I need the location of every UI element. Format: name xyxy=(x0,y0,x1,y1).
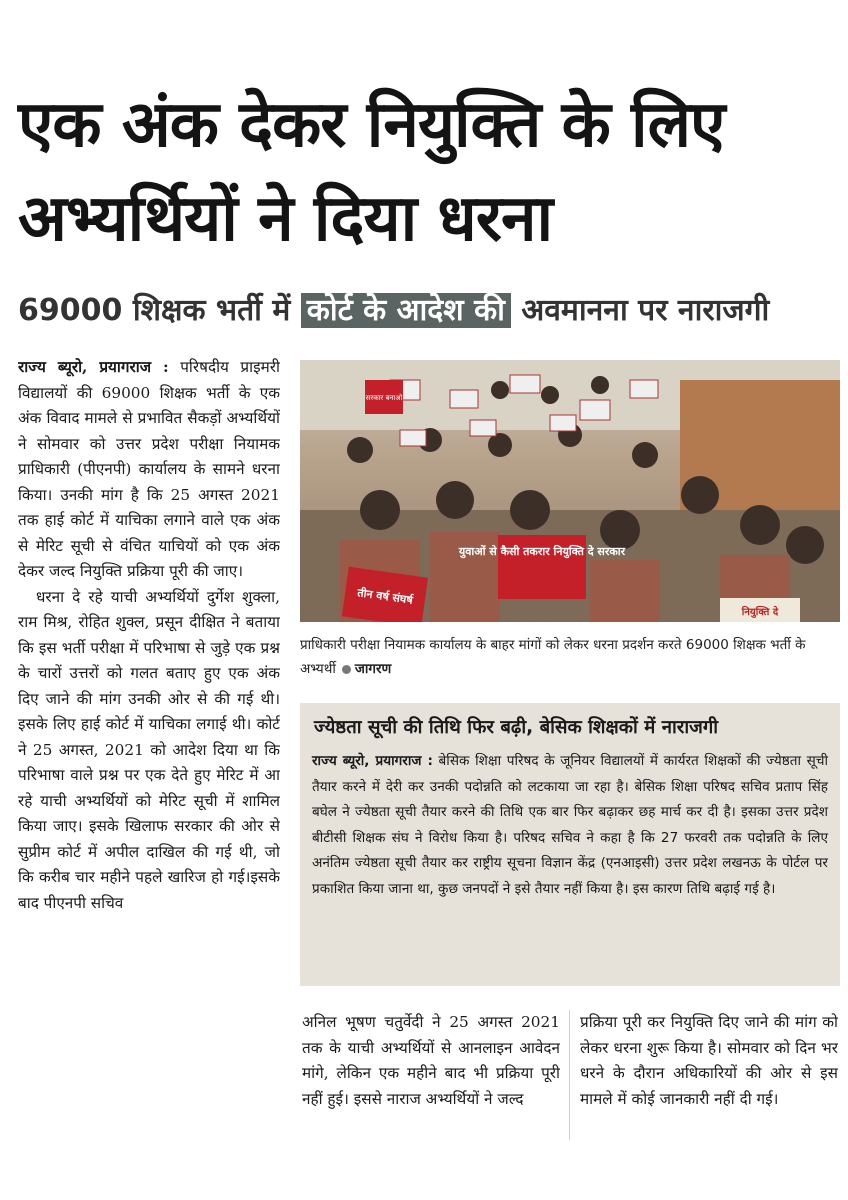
main-story-column xyxy=(18,355,280,1155)
photo-caption-text: प्राधिकारी परीक्षा नियामक कार्यालय के बाहर मांगों को लेकर धरना प्रदर्शन करते 69000 शिक्षक भर्ती के अभ्यर्थी xyxy=(300,637,806,677)
main-story-para1-text: परिषदीय प्राइमरी विद्यालयों की 69000 शिक्षक भर्ती के एक अंक विवाद मामले से प्रभावित सैकड़ों अभ्यर्थियों ने सोमवार को उत्तर प्रदेश परीक्षा नियामक प्राधिकारी (पीएनपी) कार्यालय के सामने धरना किया। उनकी मांग है कि 25 अगस्त 2021 तक हाई कोर्ट में याचिका लगाने वाले एक अंक से मेरिट सूची से वंचित याचियों को एक अंक देकर जल्द नियुक्ति प्रक्रिया पूरी की जाए। xyxy=(18,358,280,580)
subhead-text-after: अवमानना पर नाराजगी xyxy=(510,293,770,328)
bullet-dot-icon xyxy=(342,665,351,674)
side-story-box xyxy=(300,703,840,986)
headline: एक अंक देकर नियुक्ति के लिए अभ्यर्थियों ने दिया धरना xyxy=(18,88,725,256)
main-story-para4: प्रक्रिया पूरी कर नियुक्ति दिए जाने की मांग को लेकर धरना शुरू किया है। सोमवार को दिन भर धरने के दौरान अधिकारियों की ओर से इस मामले में कोई जानकारी नहीं दी गई। xyxy=(580,1013,838,1108)
main-story-para1 xyxy=(18,355,280,585)
main-story-para2: धरना दे रहे याची अभ्यर्थियों दुर्गेश शुक्ला, राम मिश्र, रोहित शुक्ल, प्रसून दीक्षित ने बताया कि इस भर्ती परीक्षा में परिभाषा से जुड़े एक प्रश्न के चारों उत्तरों को गलत बताए हुए एक अंक दिए जाने की मांग उनकी ओर से की गई थी। इसके लिए हाई कोर्ट में याचिका लगाई थी। कोर्ट ने 25 अगस्त, 2021 को आदेश दिया था कि परिभाषा वाले प्रश्न पर एक देते हुए मेरिट में आ रहे याची अभ्यर्थियों को मेरिट सूची में शामिल किया जाए। इसके खिलाफ सरकार की ओर से सुप्रीम कोर्ट में अपील दाखिल की गई थी, जो कि करीब चार महीने पहले खारिज हो गई।इसके बाद पीएनपी सचिव xyxy=(18,587,280,912)
subhead-highlight: कोर्ट के आदेश की xyxy=(301,293,511,328)
protest-photo xyxy=(300,360,840,622)
column-divider xyxy=(569,1010,570,1140)
photo-credit: जागरण xyxy=(354,661,392,677)
photo-caption xyxy=(300,633,840,681)
subheadline xyxy=(18,285,838,337)
main-story-continued-1 xyxy=(302,1010,560,1150)
protest-photo-illustration xyxy=(300,360,840,622)
placard-text-1: युवाओं से कैसी तकरार नियुक्ति दे सरकार xyxy=(458,545,626,558)
placard-text-4: सरकार बनाओ xyxy=(365,394,403,402)
placard-text-3: नियुक्ति दे xyxy=(741,607,779,618)
subhead-text-before: 69000 शिक्षक भर्ती में xyxy=(18,293,301,328)
side-story-text: बेसिक शिक्षा परिषद के जूनियर विद्यालयों में कार्यरत शिक्षकों की ज्येष्ठता सूची तैयार करने में देरी कर उनकी पदोन्नति को लटकाया जा रहा है। बेसिक शिक्षा परिषद सचिव प्रताप सिंह बघेल ने ज्येष्ठता सूची तैयार करने की तिथि एक बार फिर बढ़ाकर छह मार्च कर दी है। इसका उत्तर प्रदेश बीटीसी शिक्षक संघ ने विरोध किया है। परिषद सचिव ने कहा है कि 27 फरवरी तक पदोन्नति के लिए अनंतिम ज्येष्ठता सूची तैयार कर राष्ट्रीय सूचना विज्ञान केंद्र (एनआइसी) उत्तर प्रदेश लखनऊ के पोर्टल पर प्रकाशित किया जाना था, कुछ जनपदों ने इसे तैयार नहीं किया है। इस कारण तिथि बढ़ाई गई है। xyxy=(312,753,828,897)
placard-text-2: तीन वर्ष संघर्ष xyxy=(356,586,414,607)
main-story-continued-2 xyxy=(580,1010,838,1150)
side-story-body xyxy=(312,749,828,903)
dateline: राज्य ब्यूरो, प्रयागराज : xyxy=(18,358,169,376)
main-story-para3: अनिल भूषण चतुर्वेदी ने 25 अगस्त 2021 तक के याची अभ्यर्थियों से आनलाइन आवेदन मांगे, लेकिन एक महीने बाद भी प्रक्रिया पूरी नहीं हुई। इससे नाराज अभ्यर्थियों ने जल्द xyxy=(302,1013,560,1108)
side-story-dateline: राज्य ब्यूरो, प्रयागराज : xyxy=(312,753,433,769)
side-story-title: ज्येष्ठता सूची की तिथि फिर बढ़ी, बेसिक शिक्षकों में नाराजगी xyxy=(314,717,719,738)
